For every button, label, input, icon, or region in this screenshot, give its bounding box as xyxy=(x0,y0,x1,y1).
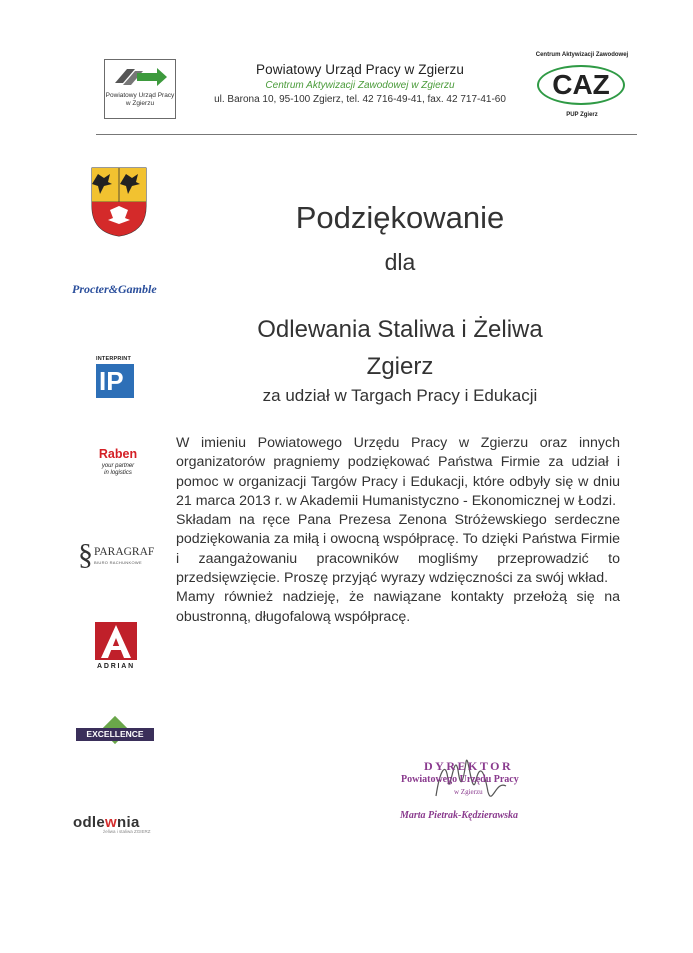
document-title: Podziękowanie xyxy=(295,200,505,235)
interprint-label: INTERPRINT xyxy=(96,356,131,362)
odlewnia-logo xyxy=(73,814,151,834)
caz-oval: CAZ xyxy=(537,65,625,105)
caz-top-label: Centrum Aktywizacji Zawodowej xyxy=(535,52,629,58)
paragraph: Składam na ręce Pana Prezesa Zenona Stróżewskiego serdeczne podziękowania za miłą i owocną współpracę. To dzięki Państwa Firmie i zaangażowaniu pracowników mogliśmy przeprowadzić to przedsięwzięcie. Proszę przyjąć wyrazy wdzięczności za swój wkład. xyxy=(176,512,620,587)
raben-tagline-2: in logistics xyxy=(104,470,132,476)
excellence-logo xyxy=(76,720,154,750)
caz-logo xyxy=(532,52,632,124)
interprint-mark xyxy=(96,364,134,398)
section-sign-icon: § xyxy=(78,538,93,571)
letter-body xyxy=(176,434,620,627)
institution-name: Powiatowy Urząd Pracy w Zgierzu xyxy=(256,62,464,77)
odlewnia-subtitle: żeliwa i staliwa ZGIERZ xyxy=(103,829,151,834)
stamp-city: w Zgierzu xyxy=(454,788,483,796)
stamp-name: Marta Pietrak-Kędzierawska xyxy=(400,810,519,821)
pup-logo xyxy=(104,59,176,119)
paragraf-subtitle: BIURO RACHUNKOWE xyxy=(94,560,142,565)
pup-arrows-icon xyxy=(113,63,169,89)
coat-of-arms-icon xyxy=(90,166,148,238)
paragraf-logo xyxy=(78,540,158,570)
adrian-name: ADRIAN xyxy=(96,663,136,670)
pup-logo-label: Powiatowy Urząd Pracy w Zgierzu xyxy=(105,92,175,107)
procter-gamble-logo: Procter&Gamble xyxy=(72,282,157,296)
interprint-mark-text: IP xyxy=(99,366,124,396)
adrian-mark xyxy=(95,622,137,660)
institution-address: ul. Barona 10, 95-100 Zgierz, tel. 42 716-49-41, fax. 42 717-41-60 xyxy=(214,94,506,105)
interprint-logo xyxy=(96,356,140,398)
odlewnia-name: odlewnia xyxy=(73,814,140,831)
recipient-city: Zgierz xyxy=(366,353,434,380)
excellence-name: EXCELLENCE xyxy=(86,729,144,739)
stamp-title: DYREKTOR xyxy=(424,759,514,773)
institution-subtitle: Centrum Aktywizacji Zawodowej w Zgierzu xyxy=(265,80,455,91)
county-coat-of-arms xyxy=(90,166,148,243)
recipient-name: Odlewania Staliwa i Żeliwa xyxy=(257,316,543,343)
letter-a-icon xyxy=(95,622,137,660)
raben-logo xyxy=(93,447,143,477)
document-for: dla xyxy=(384,249,416,275)
director-stamp xyxy=(396,740,616,830)
header-divider xyxy=(96,134,637,135)
letterhead xyxy=(200,62,520,105)
raben-name: Raben xyxy=(98,447,138,461)
paragraf-name: PARAGRAF xyxy=(94,546,155,558)
stamp-office: Powiatowego Urzędu Pracy xyxy=(401,774,519,785)
thanks-reason: za udział w Targach Pracy i Edukacji xyxy=(262,386,538,405)
paragraph: Mamy również nadzieję, że nawiązane kontakty przełożą się na obustronną, długofalową współpracę. xyxy=(176,589,620,625)
adrian-logo xyxy=(95,622,137,670)
raben-tagline-1: your partner xyxy=(101,463,135,469)
caz-bottom-label: PUP Zgierz xyxy=(566,112,598,118)
paragraph: W imieniu Powiatowego Urzędu Pracy w Zgierzu oraz innych organizatorów pragniemy podziękować Państwa Firmie za udział i pomoc w organizacji Targów Pracy i Edukacji, które odbyły się w dniu 21 marca 2013 r. w Akademii Humanistyczno - Ekonomicznej w Łodzi. xyxy=(176,435,620,509)
